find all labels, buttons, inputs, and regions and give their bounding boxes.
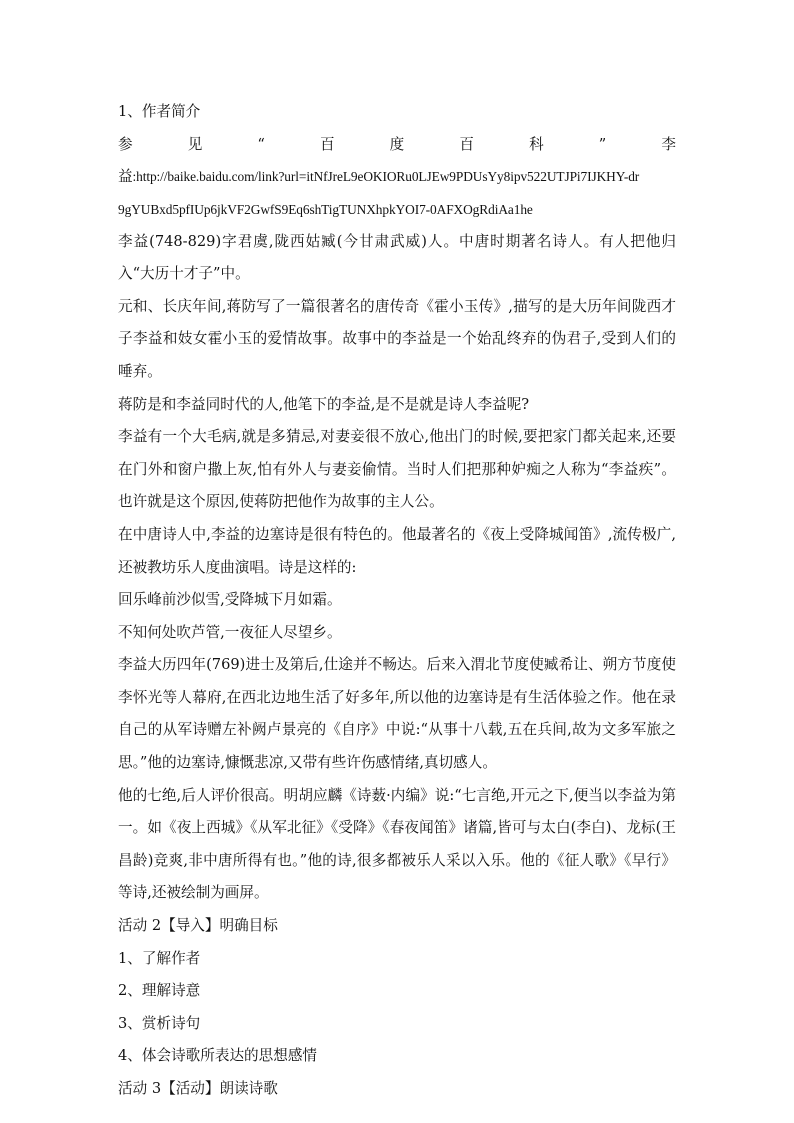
paragraph-frontier-poems: 在中唐诗人中,李益的边塞诗是很有特色的。他最著名的《夜上受降城闻笛》,流传极广,还被教坊乐人度曲演唱。诗是这样的: [118,525,676,576]
goal-item: 1、了解作者 [118,949,201,967]
see-also-char: 见 [187,135,203,153]
goal-item: 2、理解诗意 [118,982,201,1000]
url-prefix: 益 [118,168,133,186]
paragraph-evaluation: 他的七绝,后人评价很高。明胡应麟《诗薮·内编》说:“七言绝,开元之下,便当以李益为第一。如《夜上西城》《从军北征》《受降》《春夜闻笛》诸篇,皆可与太白(李白)、龙标(王昌龄)竞爽,非中唐所得有也。”他的诗,很多都被乐人采以入乐。他的《征人歌》《早行》等诗,还被绘制为画屏。 [118,786,676,902]
see-also-char: 参 [118,135,133,153]
section-heading-author: 1、作者简介 [118,103,201,120]
see-also-char: ” [598,135,607,153]
see-also-char: 李 [661,135,676,153]
paragraph-career: 李益大历四年(769)进士及第后,仕途并不畅达。后来入渭北节度使臧希让、朔方节度使李怀光等人幕府,在西北边地生活了好多年,所以他的边塞诗是有生活体验之作。他在录自己的从军诗赠左补阙卢景亮的《自序》中说:“从事十八载,五在兵间,故为文多军旅之思。”他的边塞诗,慷慨悲凉,又带有些许伤感情绪,真切感人。 [118,656,676,772]
paragraph-jealousy: 李益有一个大毛病,就是多猜忌,对妻妾很不放心,他出门的时候,要把家门都关起来,还要在门外和窗户撒上灰,怕有外人与妻妾偷情。当时人们把那种妒痴之人称为“李益疾”。也许就是这个原因,使蒋防把他作为故事的主人公。 [118,428,676,511]
see-also-char: 百 [459,135,474,153]
reference-url-text: :http://baike.baidu.com/link?url=itNfJreL9eOKIORu0LJEw9PDUsYy8ipv522UTJPi7IJKHY-dr [132,169,640,185]
paragraph-intro: 李益(748-829)字君虞,陇西姑臧(今甘肃武威)人。中唐时期著名诗人。有人把他归入“大历十才子”中。 [118,232,676,283]
see-also-line [118,133,676,156]
poem-line-1: 回乐峰前沙似雪,受降城下月如霜。 [118,591,342,609]
document-body [118,100,676,1110]
paragraph-question: 蒋防是和李益同时代的人,他笔下的李益,是不是就是诗人李益呢? [118,395,530,413]
paragraph-huo-xiaoyu: 元和、长庆年间,蒋防写了一篇很著名的唐传奇《霍小玉传》,描写的是大历年间陇西才子李益和妓女霍小玉的爱情故事。故事中的李益是一个始乱终弃的伪君子,受到人们的唾弃。 [118,297,676,380]
reference-url-line-1 [118,165,676,188]
activity-2-heading: 活动 2【导入】明确目标 [118,917,278,935]
activity-3-heading: 活动 3【活动】朗读诗歌 [118,1080,278,1098]
goal-item: 3、赏析诗句 [118,1014,201,1032]
reference-url-line-2: 9gYUBxd5pfIUp6jkVF2GwfS9Eq6shTigTUNXhpkYOI7-0AFXOgRdiAa1he [118,201,533,217]
see-also-char: 百 [319,135,335,153]
see-also-char: 科 [529,135,544,153]
goal-item: 4、体会诗歌所表达的思想感情 [118,1047,318,1065]
see-also-char: “ [257,135,265,153]
poem-line-2: 不知何处吹芦管,一夜征人尽望乡。 [118,623,342,641]
see-also-char: 度 [389,135,405,153]
